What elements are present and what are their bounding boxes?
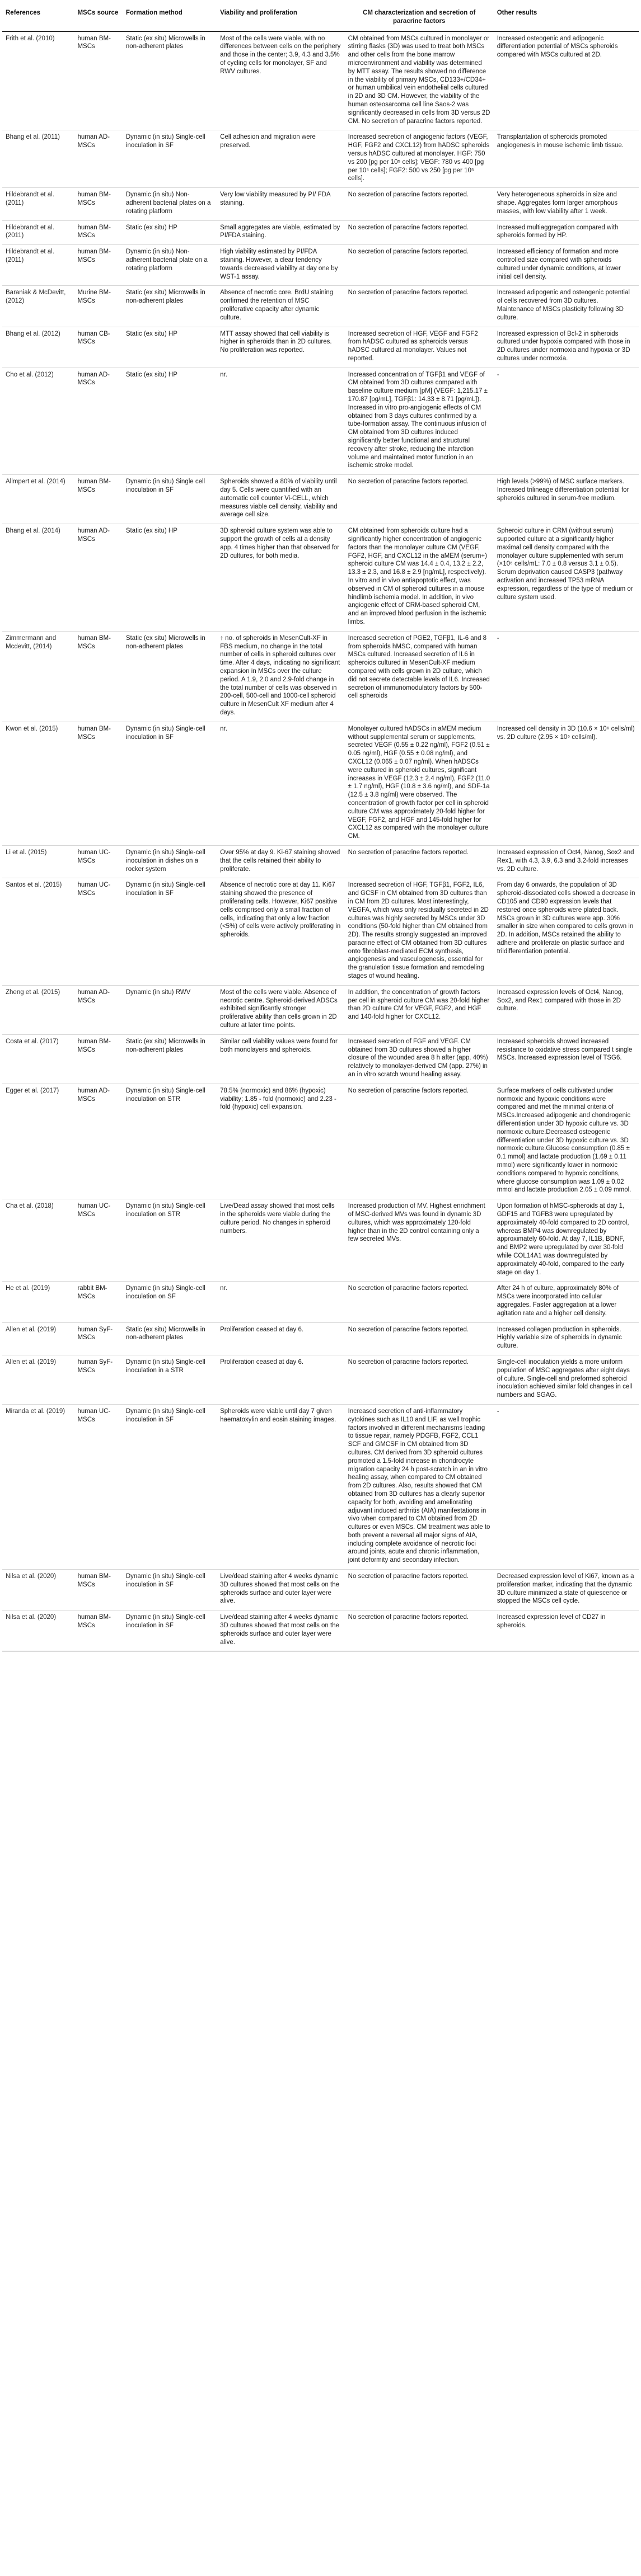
cell-msc-source: human BM-MSCs	[74, 31, 122, 130]
cell-msc-source: human AD-MSCs	[74, 524, 122, 632]
table-row	[2, 1199, 639, 1282]
cell-other-results: Increased expression level of CD27 in spheroids.	[494, 1610, 639, 1651]
cell-formation-method: Dynamic (in situ) Single-cell inoculation on STR	[123, 1084, 217, 1199]
table-row	[2, 524, 639, 632]
cell-msc-source: human BM-MSCs	[74, 1034, 122, 1084]
cell-cm-characterization: No secretion of paracrine factors reported.	[345, 1355, 494, 1404]
cell-reference: Nilsa et al. (2020)	[2, 1570, 74, 1610]
cell-msc-source: human BM-MSCs	[74, 1610, 122, 1651]
cell-formation-method: Dynamic (in situ) Single-cell inoculation in SF	[123, 722, 217, 845]
cell-reference: Nilsa et al. (2020)	[2, 1610, 74, 1651]
cell-other-results: Transplantation of spheroids promoted angiogenesis in mouse ischemic limb tissue.	[494, 130, 639, 188]
table-row	[2, 1404, 639, 1569]
cell-cm-characterization: No secretion of paracrine factors reported.	[345, 1282, 494, 1322]
cell-reference: Allen et al. (2019)	[2, 1322, 74, 1355]
cell-other-results: From day 6 onwards, the population of 3D spheroid-dissociated cells showed a decrease in CD105 and CD90 expression levels that restored once spheroids were plated back. MSCs grown in 3D cultures were app. 30% smaller in size when compared to cells grown in 2D. In addition, MSCs retained the ability to adhere and proliferate on plastic surface and trildifferentiation potential.	[494, 878, 639, 986]
cell-cm-characterization: Increased secretion of angiogenic factors (VEGF, HGF, FGF2 and CXCL12) from hADSC spheroids versus hADSC cultured at monolayer. HGF: 750 vs 200 [pg per 10⁵ cells]; VEGF: 780 vs 400 [pg per 10⁵ cells]; FGF2: 500 vs 250 [pg per 10⁵ cells].	[345, 130, 494, 188]
table-row	[2, 1084, 639, 1199]
table-row	[2, 130, 639, 188]
cell-other-results: Increased efficiency of formation and more controlled size compared with spheroids cultured under dynamic conditions, at lower initial cell density.	[494, 245, 639, 286]
cell-viability: 78.5% (normoxic) and 86% (hypoxic) viability; 1.85 - fold (normoxic) and 2.23 - fold (hypoxic) cell expansion.	[217, 1084, 345, 1199]
table-row	[2, 188, 639, 220]
cell-reference: Santos et al. (2015)	[2, 878, 74, 986]
cell-viability: nr.	[217, 1282, 345, 1322]
cell-formation-method: Static (ex situ) HP	[123, 220, 217, 245]
cell-reference: Costa et al. (2017)	[2, 1034, 74, 1084]
cell-msc-source: human SyF-MSCs	[74, 1322, 122, 1355]
cell-msc-source: human UC-MSCs	[74, 845, 122, 878]
cell-formation-method: Static (ex situ) Microwells in non-adherent plates	[123, 1322, 217, 1355]
cell-other-results: Upon formation of hMSC-spheroids at day 1, GDF15 and TGFB3 were upregulated by approximately 40-fold compared to 2D control, whereas BMP4 was downregulated by approximately 60-fold. At day 7, IL1B, BDNF, and BMP2 were upregulated by over 30-fold while COL14A1 was downregulated by approximately 40-fold, compared to the early stage on day 1.	[494, 1199, 639, 1282]
cell-other-results: Increased cell density in 3D (10.6 × 10⁶ cells/ml) vs. 2D culture (2.95 × 10⁶ cells/ml).	[494, 722, 639, 845]
cell-cm-characterization: Increased production of MV. Highest enrichment of MSC-derived MVs was found in dynamic 3D cultures, which was approximately 120-fold higher than in the 2D control containing only a few secreted MVs.	[345, 1199, 494, 1282]
cell-formation-method: Static (ex situ) HP	[123, 368, 217, 475]
table-row	[2, 245, 639, 286]
cell-reference: Bhang et al. (2011)	[2, 130, 74, 188]
table-row	[2, 1610, 639, 1651]
cell-msc-source: rabbit BM-MSCs	[74, 1282, 122, 1322]
cell-cm-characterization: Monolayer cultured hADSCs in aMEM medium without supplemental serum or supplements, secreted VEGF (0.55 ± 0.22 ng/ml), FGF2 (0.51 ± 0.05 ng/ml), HGF (0.55 ± 0.08 ng/ml), and CXCL12 (0.065 ± 0.07 ng/ml). When hADSCs were cultured in spheroid cultures, significant increases in VEGF (12.3 ± 2.4 ng/ml), FGF2 (11.0 ± 1.7 ng/ml), HGF (10.8 ± 3.6 ng/ml), and SDF-1a (12.5 ± 3.8 ng/ml) were observed. The concentration of growth factor per cell in spheroid culture CM was approximately 20-fold higher for VEGF, FGF2, and HGF and 145-fold higher for CXCL12 as compared with the monolayer culture CM.	[345, 722, 494, 845]
cell-viability: Cell adhesion and migration were preserved.	[217, 130, 345, 188]
cell-formation-method: Static (ex situ) Microwells in non-adherent plates	[123, 31, 217, 130]
cell-msc-source: human BM-MSCs	[74, 220, 122, 245]
cell-other-results: -	[494, 631, 639, 722]
cell-viability: Live/dead staining after 4 weeks dynamic 3D cultures showed that most cells on the spheroids surface and outer layer were alive.	[217, 1570, 345, 1610]
cell-reference: Frith et al. (2010)	[2, 31, 74, 130]
cell-other-results: Increased adipogenic and osteogenic potential of cells recovered from 3D cultures. Maintenance of MSCs plasticity following 3D culture.	[494, 286, 639, 327]
header-cm-characterization: CM characterization and secretion of paracrine factors	[345, 4, 494, 31]
cell-formation-method: Static (ex situ) HP	[123, 327, 217, 368]
cell-msc-source: human SyF-MSCs	[74, 1355, 122, 1404]
header-row	[2, 4, 639, 31]
cell-cm-characterization: Increased secretion of HGF, VEGF and FGF2 from hADSC cultured as spheroids versus hADSC cultured at monolayer. Values not reported.	[345, 327, 494, 368]
cell-formation-method: Static (ex situ) Microwells in non-adherent plates	[123, 631, 217, 722]
cell-viability: Over 95% at day 9. Ki-67 staining showed that the cells retained their ability to proliferate.	[217, 845, 345, 878]
cell-msc-source: human CB-MSCs	[74, 327, 122, 368]
cell-viability: High viability estimated by PI/FDA staining. However, a clear tendency towards decreased viability at day one by WST-1 assay.	[217, 245, 345, 286]
cell-formation-method: Dynamic (in situ) Non-adherent bacterial plates on a rotating platform	[123, 188, 217, 220]
table-row	[2, 1034, 639, 1084]
table-row	[2, 31, 639, 130]
cell-viability: nr.	[217, 722, 345, 845]
cell-other-results: Increased expression levels of Oct4, Nanog, Sox2, and Rex1 compared with those in 2D culture.	[494, 985, 639, 1034]
table-row	[2, 1355, 639, 1404]
cell-cm-characterization: No secretion of paracrine factors reported.	[345, 220, 494, 245]
cell-reference: Zimmermann and Mcdevitt, (2014)	[2, 631, 74, 722]
cell-formation-method: Dynamic (in situ) Single-cell inoculation in SF	[123, 130, 217, 188]
cell-other-results: -	[494, 1404, 639, 1569]
cell-msc-source: human BM-MSCs	[74, 188, 122, 220]
cell-other-results: Single-cell inoculation yields a more uniform population of MSC aggregates after eight days of culture. Single-cell and preformed spheroid inoculation achieved similar fold changes in cell numbers and SGAG.	[494, 1355, 639, 1404]
header-formation-method: Formation method	[123, 4, 217, 31]
cell-msc-source: human BM-MSCs	[74, 1570, 122, 1610]
table-row	[2, 878, 639, 986]
cell-other-results: Increased multiaggregation compared with spheroids formed by HP.	[494, 220, 639, 245]
cell-other-results: High levels (>99%) of MSC surface markers. Increased trilineage differentiation potential for spheroids cultured in serum-free medium.	[494, 475, 639, 524]
header-other-results: Other results	[494, 4, 639, 31]
table-row	[2, 475, 639, 524]
table-header	[2, 4, 639, 31]
table-row	[2, 327, 639, 368]
cell-formation-method: Dynamic (in situ) Non-adherent bacterial plate on a rotating platform	[123, 245, 217, 286]
cell-msc-source: human BM-MSCs	[74, 475, 122, 524]
cell-cm-characterization: Increased secretion of FGF and VEGF. CM obtained from 3D cultures showed a higher closure of the wounded area 8 h after (app. 40%) relatively to monolayer-derived CM (app. 27%) in an in vitro scratch wound healing assay.	[345, 1034, 494, 1084]
cell-cm-characterization: In addition, the concentration of growth factors per cell in spheroid culture CM was 20-fold higher than 2D culture CM for VEGF, FGF2, and HGF and 140-fold higher for CXCL12.	[345, 985, 494, 1034]
cell-viability: Small aggregates are viable, estimated by PI/FDA staining.	[217, 220, 345, 245]
cell-msc-source: human AD-MSCs	[74, 368, 122, 475]
cell-formation-method: Dynamic (in situ) Single cell inoculation in SF	[123, 475, 217, 524]
cell-viability: Absence of necrotic core. BrdU staining confirmed the retention of MSC proliferative capacity after dynamic culture.	[217, 286, 345, 327]
cell-cm-characterization: No secretion of paracrine factors reported.	[345, 188, 494, 220]
cell-viability: Spheroids were viable until day 7 given haematoxylin and eosin staining images.	[217, 1404, 345, 1569]
cell-formation-method: Dynamic (in situ) Single-cell inoculation in SF	[123, 1610, 217, 1651]
cell-viability: Most of the cells were viable, with no differences between cells on the periphery and those in the center; 3.9, 4.3 and 3.5% of cycling cells for monolayer, SF and RWV cultures.	[217, 31, 345, 130]
cell-cm-characterization: Increased concentration of TGFβ1 and VEGF of CM obtained from 3D cultures compared with baseline culture medium [pM] (VEGF: 1,215.17 ± 170.87 [pg/mL], TGFβ1: 14.33 ± 8.71 [pg/mL]). Increased in vitro pro-angiogenic effects of CM obtained from 3 days cultures confirmed by a tube-formation assay. The continuous infusion of CM obtained from 3D cultures induced significantly better functional and structural recovery after stroke, reducing the infarction volume and maintained motor function in an ischemic stroke model.	[345, 368, 494, 475]
cell-viability: nr.	[217, 368, 345, 475]
cell-cm-characterization: No secretion of paracrine factors reported.	[345, 475, 494, 524]
cell-formation-method: Static (ex situ) HP	[123, 524, 217, 632]
cell-other-results: Surface markers of cells cultivated under normoxic and hypoxic conditions were compared and met the minimal criteria of MSCs.Increased adipogenic and chondrogenic differentiation under 3D hypoxic culture vs. 3D normoxic culture.Decreased osteogenic differentiation under 3D hypoxic culture vs. 3D normoxic culture.Glucose consumption (0.85 ± 0.1 mmol) and lactate production (1.69 ± 0.11 mmol) were significantly lower in normoxic conditions compared to hypoxic conditions, where glucose consumption was 1.09 ± 0.02 mmol and lactate production 2.05 ± 0.09 mmol.	[494, 1084, 639, 1199]
cell-reference: Baraniak & McDevitt, (2012)	[2, 286, 74, 327]
cell-formation-method: Dynamic (in situ) Single-cell inoculation in a STR	[123, 1355, 217, 1404]
cell-viability: Spheroids showed a 80% of viability until day 5. Cells were quantified with an automatic cell counter Vi-CELL, which measures viable cell density, viability and average cell size.	[217, 475, 345, 524]
cell-other-results: Increased expression of Oct4, Nanog, Sox2 and Rex1, with 4.3, 3.9, 6.3 and 3.2-fold increases vs. 2D culture.	[494, 845, 639, 878]
cell-reference: Allen et al. (2019)	[2, 1355, 74, 1404]
cell-cm-characterization: Increased secretion of HGF, TGFβ1, FGF2, IL6, and GCSF in CM obtained from 3D cultures than in CM from 2D cultures. Most interestingly, VEGFA, which was only residually secreted in 2D cultures was highly secreted by MSCs under 3D conditions (50-fold higher than CM obtained from 2D). The results strongly suggested an improved paracrine effect of CM obtained from 3D cultures onto fibroblast-mediated ECM synthesis, angiogenesis and vasculogenesis, essential for the granulation tissue formation and remodeling stages of wound healing.	[345, 878, 494, 986]
table-row	[2, 286, 639, 327]
table-row	[2, 985, 639, 1034]
cell-viability: Absence of necrotic core at day 11. Ki67 staining showed the presence of proliferating cells. However, Ki67 positive cells comprised only a small fraction of cells, indicating that only a low fraction (<5%) of cells were actively proliferating in spheroids.	[217, 878, 345, 986]
cell-cm-characterization: No secretion of paracrine factors reported.	[345, 845, 494, 878]
cell-viability: MTT assay showed that cell viability is higher in spheroids than in 2D cultures. No proliferation was reported.	[217, 327, 345, 368]
header-msc-source: MSCs source	[74, 4, 122, 31]
cell-other-results: Increased collagen production in spheroids. Highly variable size of spheroids in dynamic culture.	[494, 1322, 639, 1355]
table-row	[2, 631, 639, 722]
cell-formation-method: Dynamic (in situ) Single-cell inoculation in SF	[123, 878, 217, 986]
cell-other-results: Increased expression of Bcl-2 in spheroids cultured under hypoxia compared with those in 2D cultures under normoxia and hypoxia or 3D cultures under normoxia.	[494, 327, 639, 368]
cell-viability: Similar cell viability values were found for both monolayers and spheroids.	[217, 1034, 345, 1084]
cell-cm-characterization: No secretion of paracrine factors reported.	[345, 245, 494, 286]
cell-viability: 3D spheroid culture system was able to support the growth of cells at a density app. 4 times higher than that observed for 2D cultures, for both media.	[217, 524, 345, 632]
cell-formation-method: Static (ex situ) Microwells in non-adherent plates	[123, 286, 217, 327]
cell-cm-characterization: Increased secretion of PGE2, TGFβ1, IL-6 and 8 from spheroids hMSC, compared with human MSCs cultured. Increased secretion of IL6 in spheroids cultured in MesenCult-XF medium compared with cells grown in 2D culture, which did not secrete detectable levels of IL6. Increased secretion of immunomodulatory factors by 500-cell spheroids	[345, 631, 494, 722]
cell-msc-source: human UC-MSCs	[74, 1404, 122, 1569]
literature-table	[2, 4, 639, 1651]
cell-viability: Live/dead staining after 4 weeks dynamic 3D cultures showed that most cells on the spheroids surface and outer layer were alive.	[217, 1610, 345, 1651]
cell-msc-source: human BM-MSCs	[74, 631, 122, 722]
cell-reference: Egger et al. (2017)	[2, 1084, 74, 1199]
cell-formation-method: Static (ex situ) Microwells in non-adherent plates	[123, 1034, 217, 1084]
cell-formation-method: Dynamic (in situ) RWV	[123, 985, 217, 1034]
cell-cm-characterization: No secretion of paracrine factors reported.	[345, 286, 494, 327]
cell-other-results: Spheroid culture in CRM (without serum) supported culture at a significantly higher maximal cell density compared with the monolayer culture supplemented with serum (×10⁶ cells/mL: 7.0 ± 0.8 versus 3.1 ± 0.5). Serum deprivation caused CASP3 (pathway activation and increased TP53 mRNA expression, regardless of the type of medium or culture system used.	[494, 524, 639, 632]
cell-formation-method: Dynamic (in situ) Single-cell inoculation on SF	[123, 1282, 217, 1322]
cell-reference: Kwon et al. (2015)	[2, 722, 74, 845]
cell-msc-source: Murine BM-MSCs	[74, 286, 122, 327]
cell-viability: Very low viability measured by PI/ FDA staining.	[217, 188, 345, 220]
cell-cm-characterization: No secretion of paracrine factors reported.	[345, 1570, 494, 1610]
cell-other-results: Increased spheroids showed increased resistance to oxidative stress compared t single MSCs. Increased expression level of TSG6.	[494, 1034, 639, 1084]
cell-reference: He et al. (2019)	[2, 1282, 74, 1322]
table-body	[2, 31, 639, 1651]
cell-reference: Cho et al. (2012)	[2, 368, 74, 475]
cell-reference: Bhang et al. (2012)	[2, 327, 74, 368]
cell-cm-characterization: CM obtained from MSCs cultured in monolayer or stirring flasks (3D) was used to treat both MSCs and other cells from the bone marrow microenvironment and viability was determined by MTT assay. The results showed no difference in the viability of primary MSCs, CD133+/CD34+ or human umbilical vein endothelial cells cultured in 2D and 3D CM. However, the viability of the human osteosarcoma cell line Saos-2 was significantly decreased in cells from 3D versus 2D CM. No secretion of paracrine factors reported.	[345, 31, 494, 130]
cell-viability: Most of the cells were viable. Absence of necrotic centre. Spheroid-derived ADSCs exhibited significantly stronger proliferative ability than cells grown in 2D culture at later time points.	[217, 985, 345, 1034]
cell-cm-characterization: No secretion of paracrine factors reported.	[345, 1084, 494, 1199]
cell-formation-method: Dynamic (in situ) Single-cell inoculation on STR	[123, 1199, 217, 1282]
cell-other-results: Increased osteogenic and adipogenic differentiation potential of MSCs spheroids compared with MSCs cultured at 2D.	[494, 31, 639, 130]
table-row	[2, 1322, 639, 1355]
cell-cm-characterization: CM obtained from spheroids culture had a significantly higher concentration of angiogenic factors than the monolayer culture CM (VEGF, FGF2, HGF, and CXCL12 in the aMEM (serum+) spheroid culture CM was 14.4 ± 0.4, 13.2 ± 2.2, 13.3 ± 2.3, and 16.8 ± 2.9 [ng/mL], respectively). In vitro and in vivo antiapoptotic effect, was observed in CM of spheroid cultures in a mouse hindlimb ischemia model. In addition, in vivo angiogenic effect of CRM-based spheroid CM, and an improved blood perfusion in the ischemic limbs.	[345, 524, 494, 632]
cell-msc-source: human BM-MSCs	[74, 722, 122, 845]
cell-reference: Hildebrandt et al. (2011)	[2, 188, 74, 220]
cell-reference: Bhang et al. (2014)	[2, 524, 74, 632]
cell-msc-source: human AD-MSCs	[74, 985, 122, 1034]
cell-formation-method: Dynamic (in situ) Single-cell inoculation in SF	[123, 1570, 217, 1610]
cell-formation-method: Dynamic (in situ) Single-cell inoculation in SF	[123, 1404, 217, 1569]
cell-msc-source: human AD-MSCs	[74, 130, 122, 188]
table-row	[2, 1282, 639, 1322]
cell-other-results: Decreased expression level of Ki67, known as a proliferation marker, indicating that the dynamic 3D culture minimized a state of quiescence or stopped the MSCs cell cycle.	[494, 1570, 639, 1610]
cell-msc-source: human BM-MSCs	[74, 245, 122, 286]
cell-cm-characterization: Increased secretion of anti-inflammatory cytokines such as IL10 and LIF, as well trophic factors involved in different mechanisms leading to tissue repair, namely PDGFB, FGF2, CCL1 SCF and GMCSF in CM obtained from 3D cultures. CM derived from 3D spheroid cultures promoted a 1.5-fold increase in chondrocyte migration capacity 24 h post-scratch in an in vitro healing assay, when compared to CM obtained from 2D cultures. Also, results showed that CM obtained from 3D cultures has a clearly superior capacity for both, avoiding and ameliorating adjuvant induced arthritis (AIA) manifestations in vivo when compared to CM obtained from 2D cultures or even MSCs. CM treatment was able to both prevent a reversal all major signs of AIA, including complete avoidance of necrotic foci around joints, acute and chronic inflammation, joint deformity and secondary infection.	[345, 1404, 494, 1569]
cell-other-results: Very heterogeneous spheroids in size and shape. Aggregates form larger amorphous masses, with low viability after 1 week.	[494, 188, 639, 220]
cell-viability: Live/Dead assay showed that most cells in the spheroids were viable during the culture period. No changes in spheroid numbers.	[217, 1199, 345, 1282]
cell-reference: Hildebrandt et al. (2011)	[2, 245, 74, 286]
cell-cm-characterization: No secretion of paracrine factors reported.	[345, 1610, 494, 1651]
cell-reference: Miranda et al. (2019)	[2, 1404, 74, 1569]
cell-reference: Hildebrandt et al. (2011)	[2, 220, 74, 245]
cell-viability: ↑ no. of spheroids in MesenCult-XF in FBS medium, no change in the total number of cells in spheroid cultures over time. After 4 days, indicating no significant expansion in MSCs over the culture period. A 1.9, 2.0 and 2.9-fold change in the total number of cells was observed in 200-cell, 500-cell and 1000-cell spheroid culture in MesenCult XF medium after 4 days.	[217, 631, 345, 722]
table-row	[2, 1570, 639, 1610]
header-references: References	[2, 4, 74, 31]
table-row	[2, 845, 639, 878]
cell-msc-source: human UC-MSCs	[74, 878, 122, 986]
cell-msc-source: human AD-MSCs	[74, 1084, 122, 1199]
cell-formation-method: Dynamic (in situ) Single-cell inoculation in dishes on a rocker system	[123, 845, 217, 878]
cell-other-results: After 24 h of culture, approximately 80% of MSCs were incorporated into cellular aggregates. Faster aggregation at a lower agitation rate and a higher cell density.	[494, 1282, 639, 1322]
cell-reference: Zheng et al. (2015)	[2, 985, 74, 1034]
table-row	[2, 368, 639, 475]
cell-viability: Proliferation ceased at day 6.	[217, 1322, 345, 1355]
cell-msc-source: human UC-MSCs	[74, 1199, 122, 1282]
cell-cm-characterization: No secretion of paracrine factors reported.	[345, 1322, 494, 1355]
cell-other-results: -	[494, 368, 639, 475]
header-viability: Viability and proliferation	[217, 4, 345, 31]
cell-reference: Li et al. (2015)	[2, 845, 74, 878]
table-row	[2, 220, 639, 245]
cell-reference: Cha et al. (2018)	[2, 1199, 74, 1282]
cell-viability: Proliferation ceased at day 6.	[217, 1355, 345, 1404]
table-row	[2, 722, 639, 845]
cell-reference: Allmpert et al. (2014)	[2, 475, 74, 524]
